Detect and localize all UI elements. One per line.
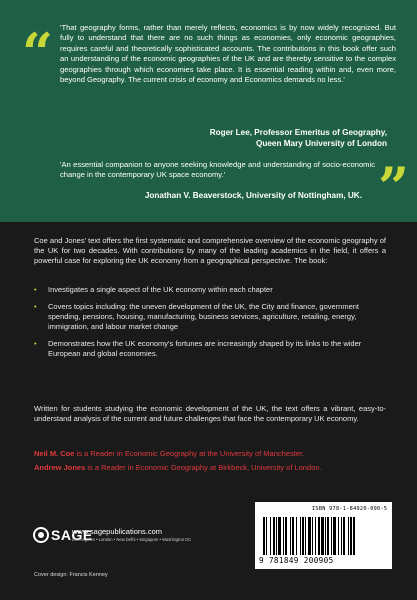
list-item xyxy=(34,302,386,332)
endorsement-attribution-1 xyxy=(210,127,387,149)
endorsement-quote-2: 'An essential companion to anyone seeking knowledge and understanding of socio-economic change in the contemporary UK space economy.' xyxy=(60,160,375,180)
publisher-url[interactable]: www.sagepublications.com xyxy=(72,527,163,536)
list-item-text: Investigates a single aspect of the UK economy within each chapter xyxy=(48,285,273,294)
list-item xyxy=(34,285,386,295)
author-1-name: Neil M. Coe xyxy=(34,449,75,458)
author-bio-1 xyxy=(34,449,394,459)
bullet-icon: • xyxy=(34,285,37,294)
bullet-icon: • xyxy=(34,302,37,311)
list-item-text: Covers topics including: the uneven development of the UK, the City and finance, government spending, pensions, housing, manufacturing, business services, agriculture, retailing, energy, immigration, and labour market change xyxy=(48,302,360,331)
sage-logo-icon xyxy=(33,527,49,543)
author-2-bio: is a Reader in Economic Geography at Birkbeck, University of London. xyxy=(85,463,322,472)
attribution-1-institution: Queen Mary University of London xyxy=(255,139,387,148)
cover-design-credit: Cover design: Francis Kenney xyxy=(34,572,108,578)
publisher-cities: Los Angeles • London • New Delhi • Singapore • Washington DC xyxy=(72,537,192,542)
list-item-text: Demonstrates how the UK economy's fortunes are increasingly shaped by its links to the wider European and global economies. xyxy=(48,339,362,358)
author-1-bio: is a Reader in Economic Geography at the University of Manchester. xyxy=(74,449,305,458)
feature-list xyxy=(34,285,386,366)
barcode-bars-icon xyxy=(263,517,384,555)
attribution-1-name: Roger Lee, Professor Emeritus of Geography, xyxy=(209,128,387,137)
barcode-digits: 9 781849 200905 xyxy=(259,556,334,565)
sage-logo-text: SAGE xyxy=(51,527,93,543)
author-2-name: Andrew Jones xyxy=(34,463,86,472)
isbn-label: ISBN 978-1-84920-090-5 xyxy=(312,506,388,512)
endorsement-quote-1: 'That geography forms, rather than merely reflects, economics is by now widely recognized. But fully to understand that there are no such things as economies, only economic geographies, requires careful and theoretically sophisticated accounts. The contributions in this book offer such an understanding of the economic geographies of the UK and are thereby sensitive to the complex geographies through which economies take place. It is essential reading within and, even more, beyond Geography. The current crisis of economy and Economics demands no less.' xyxy=(60,23,396,85)
bullet-icon: • xyxy=(34,339,37,348)
closing-paragraph: Written for students studying the economic development of the UK, the text offers a vibrant, easy-to-understand analysis of the current and future challenges that face the contemporary UK economy. xyxy=(34,404,386,423)
book-description: Coe and Jones' text offers the first systematic and comprehensive overview of the economic geography of the UK for two decades. With contributions by many of the leading academics in the field, it offers a powerful case for exploring the UK economy from a geographical perspective. The book: xyxy=(34,236,386,265)
close-quote-icon: ” xyxy=(378,155,410,219)
list-item xyxy=(34,339,386,359)
endorsement-attribution-2: Jonathan V. Beaverstock, University of Nottingham, UK. xyxy=(144,191,362,200)
barcode xyxy=(255,502,392,569)
open-quote-icon: “ xyxy=(22,21,54,85)
author-bio-2 xyxy=(34,463,394,473)
endorsement-panel xyxy=(0,0,417,222)
